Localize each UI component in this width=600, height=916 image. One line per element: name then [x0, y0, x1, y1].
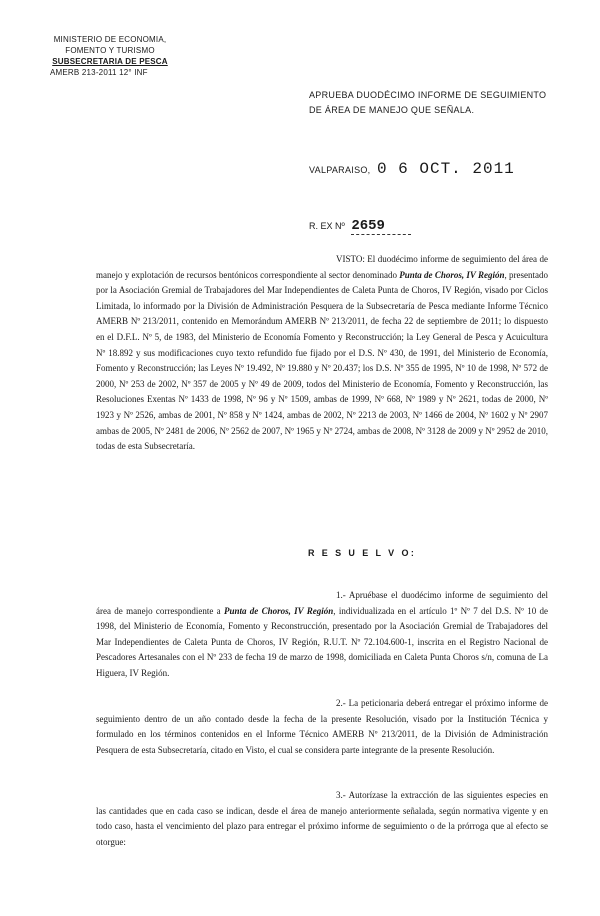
visto-paragraph: [96, 252, 548, 455]
article-1-sector: Punta de Choros, IV Región: [223, 605, 334, 616]
file-reference: AMERB 213-2011 12° INF: [50, 68, 148, 77]
article-1: [96, 588, 548, 682]
dateline: [309, 160, 569, 178]
dateline-city: VALPARAISO,: [309, 165, 371, 175]
visto-lead: VISTO: El duodécimo informe de seguimiento del área de manejo y explotación de recursos bentónicos correspondiente al sector denominado: [96, 254, 548, 280]
visto-rest: , presentado por la Asociación Gremial de Trabajadores del Mar Independientes de Caleta Punta de Choros, IV Región, visado por Ciclos Limitada, lo informado por la División de Administración Pesquera de la Subsecretaría de Pesca mediante Informe Técnico AMERB Nº 213/2011, contenido en Memorándum AMERB Nº 213/2011, de fecha 22 de septiembre de 2011; lo dispuesto en el D.F.L. Nº 5, de 1983, del Ministerio de Economía Fomento y Reconstrucción; la Ley General de Pesca y Acuicultura Nº 18.892 y sus modificaciones cuyo texto refundido fue fijado por el D.S. Nº 430, de 1991, del Ministerio de Economía, Fomento y Reconstrucción; las Leyes Nº 19.492, Nº 19.880 y Nº 20.437; los D.S. Nº 355 de 1995, Nº 10 de 1998, Nº 572 de 2000, Nº 253 de 2002, Nº 357 de 2005 y Nº 49 de 2009, todos del Ministerio de Economía, Fomento y Reconstrucción, las Resoluciones Exentas Nº 1433 de 1998, Nº 96 y Nº 1509, ambas de 1999, Nº 668, Nº 1989 y Nº 2621, todas de 2000, Nº 1923 y Nº 2526, ambas de 2001, Nº 858 y Nº 1424, ambas de 2002, Nº 2213 de 2003, Nº 1466 de 2004, Nº 1602 y Nº 2907 ambas de 2005, Nº 2481 de 2006, Nº 2562 de 2007, Nº 1965 y Nº 2724, ambas de 2008, Nº 3128 de 2009 y Nº 2952 de 2010, todas de esta Subsecretaría.: [96, 269, 549, 452]
issuer-header: [50, 34, 170, 78]
resolution-number-label: R. EX Nº: [309, 221, 345, 231]
resolution-number: 2659: [351, 218, 411, 235]
article-1-rest: , individualizada en el artículo 1º Nº 7 del D.S. Nº 10 de 1998, del Ministerio de Economía, Fomento y Reconstrucción, presentado por la Asociación Gremial de Trabajadores del Mar Independientes de Caleta Punta de Choros, IV Región, R.U.T. Nº 72.104.600-1, inscrita en el Registro Nacional de Pescadores Artesanales con el Nº 233 de fecha 19 de marzo de 1998, domiciliada en Caleta Punta Choros s/n, comuna de La Higuera, IV Región.: [96, 605, 549, 678]
resolution-subject: APRUEBA DUODÉCIMO INFORME DE SEGUIMIENTO DE ÁREA DE MANEJO QUE SEÑALA.: [309, 90, 547, 115]
article-2: 2.- La peticionaria deberá entregar el próximo informe de seguimiento dentro de un año contado desde la fecha de la presente Resolución, visado por la Institución Técnica y formulado en los términos contenidos en el Informe Técnico AMERB Nº 213/2011, de la División de Administración Pesquera de esta Subsecretaría, citado en Visto, el cual se considera parte integrante de la presente Resolución.: [96, 698, 548, 755]
visto-sector: Punta de Choros, IV Región: [399, 269, 505, 280]
article-1-lead: 1.- Apruébase el duodécimo informe de seguimiento del área de manejo correspondiente a: [96, 590, 548, 616]
resuelvo-heading: R E S U E L V O:: [308, 548, 417, 558]
ministry-line-2: FOMENTO Y TURISMO: [65, 46, 155, 55]
subsecretaria-name: SUBSECRETARIA DE PESCA: [52, 57, 168, 66]
date-stamp: 0 6 OCT. 2011: [376, 160, 515, 178]
article-3: 3.- Autorízase la extracción de las siguientes especies en las cantidades que en cada caso se indican, desde el área de manejo anteriormente señalada, según normativa vigente y en todo caso, hasta el vencimiento del plazo para entregar el próximo informe de seguimiento o de la prórroga que al efecto se otorgue:: [96, 790, 548, 847]
resolution-number-line: [309, 218, 411, 235]
ministry-line-1: MINISTERIO DE ECONOMIA,: [53, 35, 167, 44]
